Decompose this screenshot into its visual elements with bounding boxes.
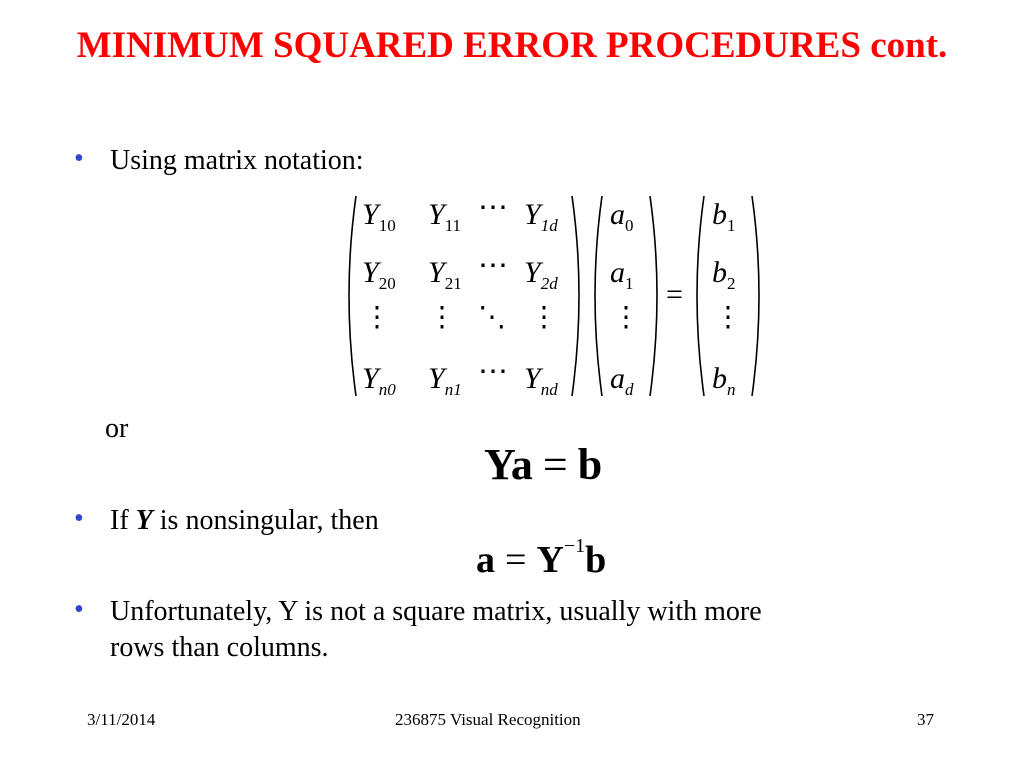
hdots: ⋯ [478, 355, 508, 388]
bullet-text-1: Using matrix notation: [110, 145, 364, 176]
vdots: ⋮ [714, 302, 742, 333]
b-entry: $b_2$ [712, 256, 736, 293]
Y-entry: $Y_{10}$ [362, 198, 396, 235]
hdots: ⋯ [478, 191, 508, 224]
ddots: ⋱ [478, 302, 506, 333]
Y-entry: $Y_{nd}$ [524, 362, 558, 399]
Y-entry: $Y_{n1}$ [428, 362, 462, 399]
bullet-marker: • [74, 143, 84, 174]
a-entry: $a_1$ [610, 256, 634, 293]
vdots: ⋮ [428, 302, 456, 333]
footer-course: 236875 Visual Recognition [395, 710, 581, 729]
bullet-text-3-line2: rows than columns. [110, 632, 329, 663]
bullet-text-2: If Y is nonsingular, then [110, 505, 379, 536]
a-entry: $a_d$ [610, 362, 634, 399]
or-text: or [105, 413, 129, 444]
hdots: ⋯ [478, 249, 508, 282]
bullet-text-3-line1: Unfortunately, Y is not a square matrix, usually with more [110, 596, 762, 627]
b-entry: $b_1$ [712, 198, 736, 235]
bullet-marker: • [74, 594, 84, 625]
bullet-marker: • [74, 503, 84, 534]
Y-entry: $Y_{20}$ [362, 256, 396, 293]
slide-title: MINIMUM SQUARED ERROR PROCEDURES cont. [76, 25, 948, 66]
equals-sign: = [666, 278, 683, 311]
Y-entry: $Y_{21}$ [428, 256, 462, 293]
Y-entry: $Y_{1d}$ [524, 198, 558, 235]
equation-a-yinv-b: $a = Y^{-1}b$ [476, 535, 607, 581]
footer-date: 3/11/2014 [87, 710, 156, 729]
Y-entry: $Y_{n0}$ [362, 362, 396, 399]
footer-page-number: 37 [917, 710, 934, 729]
vdots: ⋮ [530, 302, 558, 333]
vdots: ⋮ [363, 302, 391, 333]
Y-entry: $Y_{11}$ [428, 198, 462, 235]
equation-ya-b: Ya = b [484, 440, 603, 489]
a-entry: $a_0$ [610, 198, 634, 235]
b-entry: $b_n$ [712, 362, 736, 399]
vdots: ⋮ [612, 302, 640, 333]
Y-entry: $Y_{2d}$ [524, 256, 558, 293]
